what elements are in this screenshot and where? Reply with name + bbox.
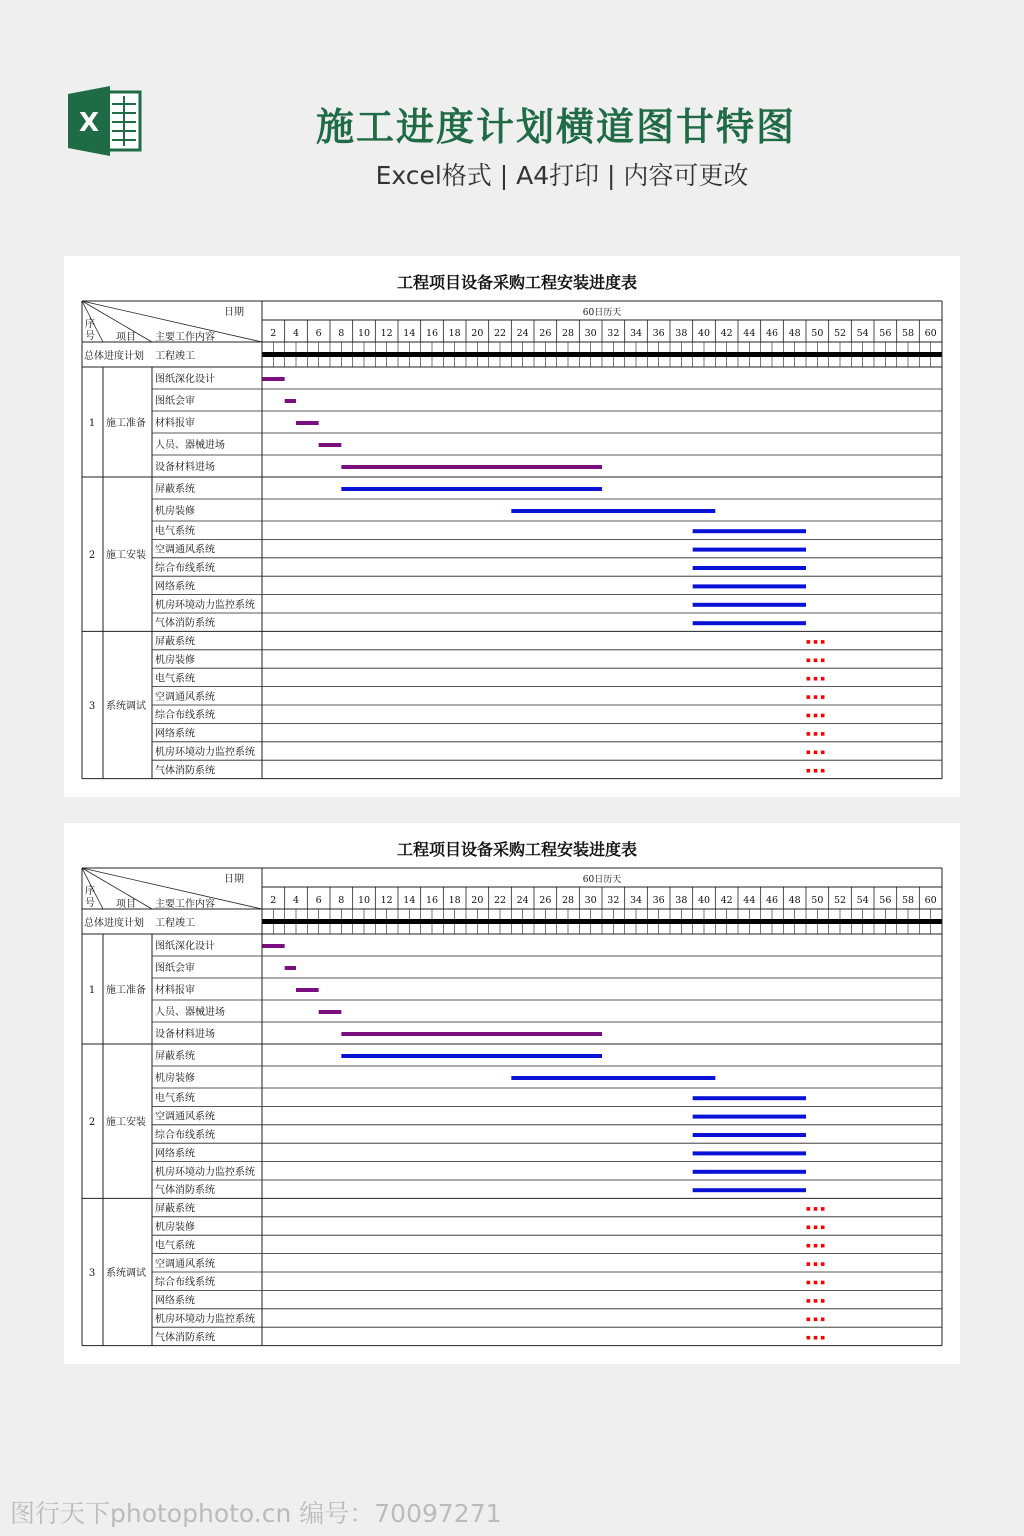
task-bar [262, 944, 285, 948]
group-name: 系统调试 [106, 1268, 146, 1279]
task-label: 屏蔽系统 [155, 484, 195, 495]
task-label: 机房装修 [155, 655, 195, 666]
task-bar [285, 399, 296, 403]
task-bar [693, 548, 806, 552]
task-label: 图纸会审 [155, 963, 195, 974]
task-bar-dot [814, 1299, 818, 1303]
task-bar [285, 966, 296, 970]
group-name: 施工准备 [106, 985, 146, 996]
task-label: 机房装修 [155, 1073, 195, 1084]
task-bar-dot [814, 714, 818, 718]
gantt-sheet-2 [64, 823, 960, 1364]
x-tick-label: 60 [924, 895, 937, 906]
x-tick-label: 2 [270, 328, 277, 339]
task-bar-dot [814, 659, 818, 663]
task-bar [693, 529, 806, 533]
x-tick-label: 42 [720, 328, 733, 339]
x-tick-label: 24 [516, 895, 529, 906]
x-tick-label: 20 [471, 895, 484, 906]
x-tick-label: 50 [811, 895, 824, 906]
group-seq: 3 [88, 701, 96, 712]
x-tick-label: 52 [833, 895, 847, 906]
task-bar [511, 509, 715, 513]
header-seq-label-1: 序 [85, 319, 95, 330]
task-label: 气体消防系统 [155, 618, 215, 630]
task-bar-dot [814, 677, 818, 681]
task-bar-dot [814, 1281, 818, 1285]
task-bar [341, 1054, 602, 1058]
task-bar-dot [821, 732, 825, 736]
header-item-label: 项目 [116, 899, 136, 910]
task-bar-dot [807, 732, 811, 736]
x-tick-label: 36 [652, 895, 665, 906]
x-tick-label: 46 [765, 895, 779, 906]
x-tick-label: 44 [743, 895, 756, 906]
task-bar-dot [821, 659, 825, 663]
x-tick-label: 40 [697, 328, 711, 339]
x-tick-label: 56 [879, 328, 892, 339]
task-label: 屏蔽系统 [155, 1051, 195, 1062]
task-bar [319, 443, 342, 447]
task-label: 气体消防系统 [155, 1332, 215, 1344]
x-tick-label: 18 [448, 895, 461, 906]
x-tick-label: 10 [357, 328, 371, 339]
task-label: 人员、器械进场 [155, 440, 225, 451]
x-tick-label: 60 [924, 328, 937, 339]
x-tick-label: 54 [856, 328, 869, 339]
x-tick-label: 18 [448, 328, 461, 339]
task-label: 综合布线系统 [155, 710, 215, 722]
group-name: 系统调试 [106, 701, 146, 712]
x-tick-label: 2 [270, 895, 277, 906]
overall-label: 总体进度计划 [84, 918, 144, 929]
header-date-label: 日期 [224, 307, 244, 318]
task-label: 屏蔽系统 [155, 1203, 195, 1215]
task-label: 机房环境动力监控系统 [155, 747, 255, 758]
task-bar-dot [814, 732, 818, 736]
x-tick-label: 12 [380, 895, 393, 906]
task-label: 屏蔽系统 [155, 636, 195, 648]
x-tick-label: 8 [338, 328, 345, 339]
task-bar [341, 465, 602, 469]
task-label: 图纸深化设计 [155, 374, 215, 385]
task-bar-dot [821, 714, 825, 718]
task-bar [341, 1032, 602, 1036]
task-label: 综合布线系统 [155, 1277, 215, 1289]
task-label: 网络系统 [155, 1295, 195, 1307]
task-bar-dot [807, 1244, 811, 1248]
x-tick-label: 14 [403, 895, 416, 906]
task-label: 空调通风系统 [155, 1258, 215, 1270]
x-tick-label: 4 [292, 895, 300, 906]
x-tick-label: 46 [765, 328, 779, 339]
x-tick-label: 38 [675, 895, 688, 906]
task-bar-dot [821, 1262, 825, 1266]
x-tick-label: 22 [493, 328, 507, 339]
task-bar-dot [821, 1336, 825, 1340]
task-bar [341, 487, 602, 491]
watermark: 图行天下photophoto.cn 编号：70097271 [10, 1499, 502, 1528]
x-tick-label: 6 [315, 895, 322, 906]
page-title: 施工进度计划横道图甘特图 [315, 105, 796, 149]
x-tick-label: 28 [561, 328, 575, 339]
task-label: 电气系统 [155, 526, 195, 538]
task-label: 综合布线系统 [155, 1130, 215, 1141]
task-bar [693, 1115, 806, 1119]
x-tick-label: 30 [584, 895, 597, 906]
header-content-label: 主要工作内容 [155, 899, 215, 910]
x-tick-label: 58 [901, 895, 915, 906]
task-label: 电气系统 [155, 1093, 195, 1105]
group-seq: 3 [88, 1268, 96, 1279]
group-name: 施工安装 [106, 550, 146, 562]
x-tick-label: 26 [539, 328, 552, 339]
task-bar [693, 584, 806, 588]
task-bar-dot [807, 1226, 811, 1230]
task-bar-dot [807, 677, 811, 681]
overall-bar [262, 919, 942, 924]
task-label: 网络系统 [155, 728, 195, 740]
header-date-label: 日期 [224, 874, 244, 885]
header-content-label: 主要工作内容 [155, 332, 215, 343]
task-label: 空调通风系统 [155, 1111, 215, 1123]
task-bar [262, 377, 285, 381]
overall-bar [262, 352, 942, 357]
task-bar [693, 603, 806, 607]
task-bar-dot [807, 769, 811, 773]
gantt-chart-svg [64, 256, 960, 797]
x-tick-label: 16 [425, 895, 439, 906]
task-bar-dot [821, 1281, 825, 1285]
overall-task-label: 工程竣工 [155, 351, 195, 362]
task-bar-dot [821, 1318, 825, 1322]
group-seq: 1 [88, 418, 96, 429]
x-tick-label: 56 [879, 895, 892, 906]
group-name: 施工准备 [106, 418, 146, 429]
x-tick-label: 10 [357, 895, 371, 906]
task-bar-dot [814, 751, 818, 755]
task-bar-dot [821, 640, 825, 644]
task-label: 机房装修 [155, 1222, 195, 1233]
header-seq-label-2: 号 [85, 331, 95, 342]
x-tick-label: 32 [607, 895, 620, 906]
task-bar-dot [807, 640, 811, 644]
page-subtitle: Excel格式 | A4打印 | 内容可更改 [375, 161, 749, 190]
task-label: 机房环境动力监控系统 [155, 599, 255, 611]
task-bar-dot [807, 1207, 811, 1211]
task-label: 设备材料进场 [155, 1029, 215, 1040]
task-label: 电气系统 [155, 1240, 195, 1252]
task-bar-dot [807, 695, 811, 699]
x-tick-label: 36 [652, 328, 665, 339]
task-bar-dot [814, 1207, 818, 1211]
chart-title: 工程项目设备采购工程安装进度表 [396, 840, 638, 859]
task-bar [296, 988, 319, 992]
header-seq-label-1: 序 [85, 886, 95, 897]
task-bar-dot [821, 677, 825, 681]
task-bar-dot [821, 1244, 825, 1248]
x-tick-label: 44 [743, 328, 756, 339]
x-tick-label: 30 [584, 328, 597, 339]
x-tick-label: 22 [493, 895, 507, 906]
x-tick-label: 14 [403, 328, 416, 339]
x-tick-label: 40 [697, 895, 711, 906]
task-bar-dot [814, 1226, 818, 1230]
x-tick-label: 16 [425, 328, 439, 339]
task-bar-dot [807, 1281, 811, 1285]
task-label: 网络系统 [155, 1148, 195, 1160]
task-label: 图纸深化设计 [155, 941, 215, 952]
task-label: 电气系统 [155, 673, 195, 685]
task-bar-dot [821, 1207, 825, 1211]
task-bar-dot [814, 769, 818, 773]
header-seq-label-2: 号 [85, 898, 95, 909]
svg-text:X: X [78, 108, 100, 138]
x-tick-label: 28 [561, 895, 575, 906]
group-name: 施工安装 [106, 1117, 146, 1129]
group-seq: 2 [88, 550, 96, 562]
x-tick-label: 38 [675, 328, 688, 339]
task-label: 气体消防系统 [155, 765, 215, 777]
task-label: 材料报审 [155, 985, 195, 996]
task-bar-dot [807, 1262, 811, 1266]
gantt-sheet-1 [64, 256, 960, 797]
task-bar-dot [807, 659, 811, 663]
task-label: 机房环境动力监控系统 [155, 1314, 255, 1325]
task-bar-dot [814, 1318, 818, 1322]
task-label: 气体消防系统 [155, 1185, 215, 1197]
overall-task-label: 工程竣工 [155, 918, 195, 929]
x-tick-label: 12 [380, 328, 393, 339]
task-bar [511, 1076, 715, 1080]
group-seq: 2 [88, 1117, 96, 1129]
task-bar-dot [807, 1299, 811, 1303]
task-bar-dot [814, 1244, 818, 1248]
task-bar-dot [821, 769, 825, 773]
x-tick-label: 48 [788, 328, 801, 339]
task-bar [319, 1010, 342, 1014]
x-tick-label: 58 [901, 328, 915, 339]
task-bar-dot [814, 1262, 818, 1266]
x-tick-label: 34 [629, 328, 643, 339]
x-tick-label: 54 [856, 895, 869, 906]
task-label: 机房装修 [155, 506, 195, 517]
group-seq: 1 [88, 985, 96, 996]
task-bar-dot [821, 751, 825, 755]
header-calendar-label: 60日历天 [582, 308, 622, 318]
task-bar-dot [807, 751, 811, 755]
task-bar-dot [821, 695, 825, 699]
x-tick-label: 24 [516, 328, 529, 339]
header-calendar-label: 60日历天 [582, 875, 622, 885]
task-label: 机房环境动力监控系统 [155, 1166, 255, 1178]
task-bar-dot [821, 1299, 825, 1303]
task-label: 空调通风系统 [155, 691, 215, 703]
task-bar [693, 1133, 806, 1137]
x-tick-label: 20 [471, 328, 484, 339]
task-bar [693, 566, 806, 570]
overall-label: 总体进度计划 [84, 351, 144, 362]
task-bar [693, 1096, 806, 1100]
task-bar [296, 421, 319, 425]
x-tick-label: 32 [607, 328, 620, 339]
task-bar-dot [814, 695, 818, 699]
x-tick-label: 8 [338, 895, 345, 906]
task-label: 人员、器械进场 [155, 1007, 225, 1018]
task-bar-dot [814, 1336, 818, 1340]
task-bar-dot [821, 1226, 825, 1230]
task-label: 综合布线系统 [155, 563, 215, 574]
task-bar-dot [807, 1318, 811, 1322]
x-tick-label: 34 [629, 895, 643, 906]
x-tick-label: 48 [788, 895, 801, 906]
task-label: 设备材料进场 [155, 462, 215, 473]
task-label: 网络系统 [155, 581, 195, 593]
x-tick-label: 42 [720, 895, 733, 906]
task-bar [693, 1170, 806, 1174]
task-label: 图纸会审 [155, 396, 195, 407]
x-tick-label: 4 [292, 328, 300, 339]
task-bar [693, 1188, 806, 1192]
task-bar-dot [807, 714, 811, 718]
chart-title: 工程项目设备采购工程安装进度表 [396, 273, 638, 292]
gantt-chart-svg [64, 823, 960, 1364]
task-bar-dot [814, 640, 818, 644]
header-item-label: 项目 [116, 332, 136, 343]
x-tick-label: 52 [833, 328, 847, 339]
x-tick-label: 26 [539, 895, 552, 906]
x-tick-label: 50 [811, 328, 824, 339]
task-bar [693, 621, 806, 625]
task-bar [693, 1151, 806, 1155]
x-tick-label: 6 [315, 328, 322, 339]
task-label: 材料报审 [155, 418, 195, 429]
task-label: 空调通风系统 [155, 544, 215, 556]
task-bar-dot [807, 1336, 811, 1340]
